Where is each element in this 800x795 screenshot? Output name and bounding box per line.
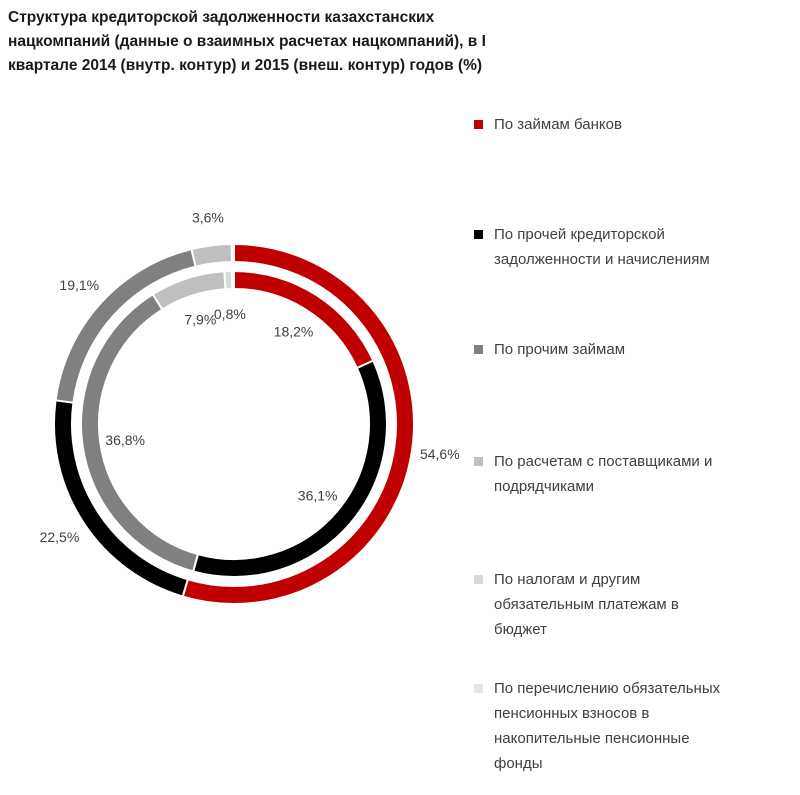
inner-ring-label-4: 7,9% (184, 311, 217, 328)
legend-label-1-line-1: По займам банков (494, 116, 622, 133)
legend-label-2-line-2: задолженности и начислениям (494, 251, 710, 268)
legend-label-6-line-2: пенсионных взносов в (494, 705, 650, 722)
outer-ring-label-2: 22,5% (39, 529, 80, 546)
chart-title-line-1: Структура кредиторской задолженности казахстанских (8, 9, 435, 26)
legend-label-6-line-1: По перечислению обязательных (494, 680, 721, 697)
chart-title-line-2: нацкомпаний (данные о взаимных расчетах нацкомпаний), в I (8, 33, 486, 50)
legend-item-2 (474, 222, 794, 272)
outer-ring-slice-4 (191, 244, 232, 267)
legend-item-3 (474, 337, 794, 362)
inner-ring-label-3: 36,8% (105, 431, 145, 448)
legend-label-5-line-1: По налогам и другим (494, 571, 641, 588)
legend-label-4-line-2: подрядчиками (494, 478, 595, 495)
legend-label-4-line-1: По расчетам с поставщиками и (494, 453, 713, 470)
inner-ring-label-2: 36,1% (297, 487, 338, 504)
inner-ring-label-5: 0,8% (213, 306, 246, 323)
inner-ring-slice-1 (234, 271, 373, 368)
outer-ring-label-4: 3,6% (191, 209, 224, 226)
legend-label-6-line-4: фонды (494, 755, 543, 772)
legend-swatch-4 (474, 457, 483, 466)
legend-label-5-line-2: обязательным платежам в (494, 596, 679, 613)
inner-ring-label-1: 18,2% (273, 323, 314, 340)
legend-item-1 (474, 112, 794, 137)
legend-swatch-3 (474, 345, 483, 354)
legend-label-3-line-1: По прочим займам (494, 341, 626, 358)
legend-item-6 (474, 676, 794, 776)
legend-label-5-line-3: бюджет (494, 621, 548, 638)
outer-ring-slice-6 (233, 244, 234, 262)
legend-swatch-6 (474, 684, 483, 693)
inner-ring-slice-6 (232, 271, 234, 289)
legend-swatch-5 (474, 575, 483, 584)
outer-ring-label-3: 19,1% (59, 276, 100, 293)
legend-item-4 (474, 449, 794, 499)
legend-swatch-1 (474, 120, 483, 129)
legend-swatch-2 (474, 230, 483, 239)
legend-item-5 (474, 567, 794, 642)
chart-title-line-3: квартале 2014 (внутр. контур) и 2015 (внеш. контур) годов (%) (8, 57, 483, 74)
outer-ring-label-1: 54,6% (419, 445, 460, 462)
legend-label-2-line-1: По прочей кредиторской (494, 226, 665, 243)
legend-label-6-line-3: накопительные пенсионные (494, 730, 690, 747)
